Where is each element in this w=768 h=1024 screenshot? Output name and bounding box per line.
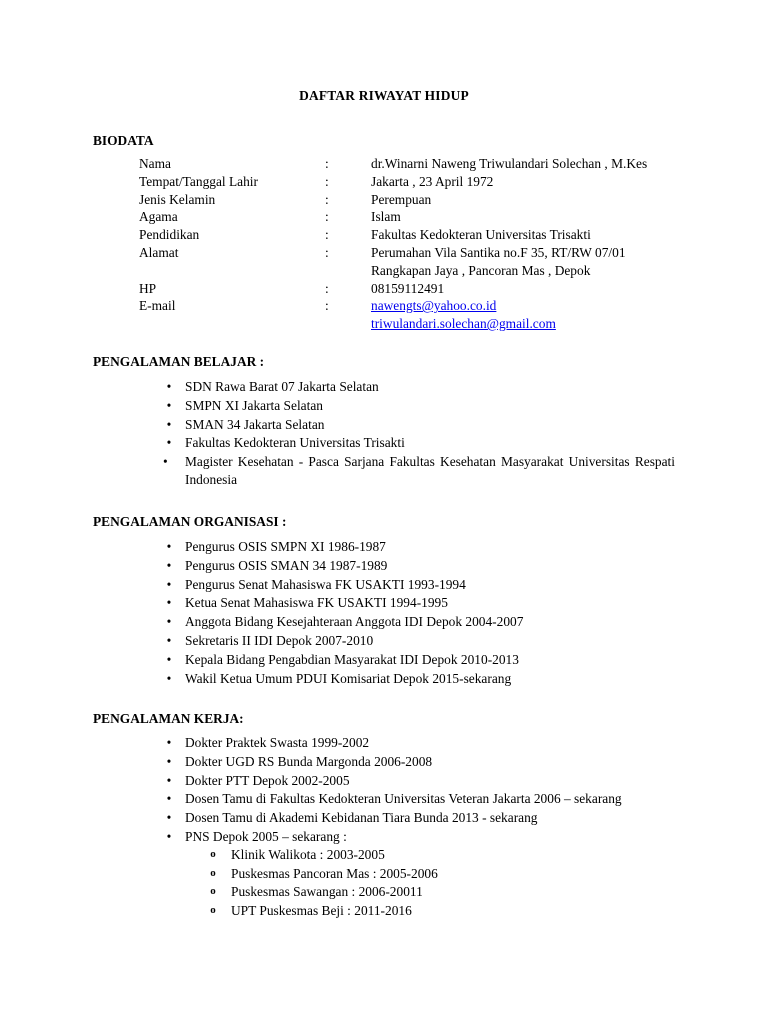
biodata-row-alamat	[139, 244, 699, 280]
biodata-label: Pendidikan	[139, 227, 200, 243]
biodata-row-jenis-kelamin	[139, 191, 699, 209]
list-item-text: Kepala Bidang Pengabdian Masyarakat IDI Depok 2010-2013	[185, 651, 519, 667]
bullet-icon: •	[166, 670, 172, 686]
sub-list-item	[185, 883, 675, 901]
sub-list-item-text: Puskesmas Sawangan : 2006-20011	[231, 884, 423, 900]
list-item-text: Dosen Tamu di Fakultas Kedokteran Universitas Veteran Jakarta 2006 – sekarang	[185, 791, 622, 807]
biodata-row-email	[139, 297, 699, 333]
bullet-icon: •	[166, 595, 172, 611]
biodata-colon: :	[325, 244, 329, 260]
biodata-colon: :	[325, 280, 329, 296]
biodata-value: Fakultas Kedokteran Universitas Trisakti	[371, 227, 591, 243]
biodata-heading: BIODATA	[93, 133, 154, 148]
biodata-label: Agama	[139, 209, 178, 225]
sub-list-item-text: Puskesmas Pancoran Mas : 2005-2006	[231, 865, 438, 881]
biodata-colon: :	[325, 298, 329, 314]
list-item-text: Wakil Ketua Umum PDUI Komisariat Depok 2015-sekarang	[185, 670, 512, 686]
list-item-text: SMAN 34 Jakarta Selatan	[185, 416, 325, 432]
biodata-colon: :	[325, 209, 329, 225]
bullet-icon: •	[166, 416, 172, 432]
list-item-text: Fakultas Kedokteran Universitas Trisakti	[185, 435, 405, 451]
kerja-list	[163, 734, 675, 921]
biodata-colon: :	[325, 173, 329, 189]
biodata-row-hp	[139, 280, 699, 298]
circle-bullet-icon: o	[210, 904, 216, 917]
biodata-label: Nama	[139, 156, 171, 171]
list-item-text: Pengurus Senat Mahasiswa FK USAKTI 1993-1994	[185, 576, 466, 592]
biodata-label: Alamat	[139, 244, 179, 260]
bullet-icon: •	[166, 828, 172, 844]
email-link-gmail[interactable]: triwulandari.solechan@gmail.com	[371, 316, 556, 332]
list-item	[163, 670, 675, 688]
bullet-icon: •	[166, 576, 172, 592]
circle-bullet-icon: o	[210, 885, 216, 898]
list-item	[163, 576, 675, 594]
list-item-text: Pengurus OSIS SMPN XI 1986-1987	[185, 539, 386, 554]
list-item	[163, 632, 675, 650]
biodata-colon: :	[325, 227, 329, 243]
biodata-value: Islam	[371, 209, 401, 225]
bullet-icon: •	[166, 379, 172, 394]
bullet-icon: •	[166, 557, 172, 573]
biodata-value: 08159112491	[371, 280, 445, 296]
biodata-value-address	[371, 244, 699, 280]
list-item-text: Magister Kesehatan - Pasca Sarjana Fakultas Kesehatan Masyarakat Universitas Respati Indonesia	[185, 454, 675, 487]
bullet-icon: •	[166, 632, 172, 648]
email-link-yahoo[interactable]: nawengts@yahoo.co.id	[371, 298, 497, 314]
biodata-label: Tempat/Tanggal Lahir	[139, 173, 258, 189]
list-item	[163, 453, 675, 489]
list-item-text: Dosen Tamu di Akademi Kebidanan Tiara Bunda 2013 - sekarang	[185, 810, 538, 826]
list-item	[163, 594, 675, 612]
circle-bullet-icon: o	[210, 847, 216, 860]
belajar-heading: PENGALAMAN BELAJAR :	[93, 354, 265, 369]
address-line-2: Rangkapan Jaya , Pancoran Mas , Depok	[371, 262, 591, 278]
organisasi-list	[163, 538, 675, 688]
biodata-row-pendidikan	[139, 226, 699, 244]
list-item	[163, 434, 675, 452]
list-item	[163, 734, 675, 752]
list-item-text: SDN Rawa Barat 07 Jakarta Selatan	[185, 379, 379, 394]
bullet-icon: •	[166, 753, 172, 769]
sub-list-item	[185, 865, 675, 883]
list-item	[163, 538, 675, 556]
belajar-list	[163, 378, 675, 490]
bullet-icon: •	[166, 614, 172, 630]
list-item	[163, 651, 675, 669]
list-item-text: Sekretaris II IDI Depok 2007-2010	[185, 632, 374, 648]
circle-bullet-icon: o	[210, 866, 216, 879]
biodata-row-agama	[139, 208, 699, 226]
biodata-colon: :	[325, 156, 329, 171]
biodata-value: Jakarta , 23 April 1972	[371, 173, 494, 189]
list-item	[163, 790, 675, 808]
list-item-text: PNS Depok 2005 – sekarang :	[185, 828, 347, 844]
biodata-colon: :	[325, 191, 329, 207]
list-item-text: Dokter Praktek Swasta 1999-2002	[185, 735, 370, 750]
list-item	[163, 416, 675, 434]
organisasi-heading: PENGALAMAN ORGANISASI :	[93, 514, 287, 529]
bullet-icon: •	[166, 735, 172, 750]
list-item	[163, 613, 675, 631]
list-item-text: Pengurus OSIS SMAN 34 1987-1989	[185, 557, 388, 573]
list-item	[163, 378, 675, 396]
list-item	[163, 772, 675, 790]
biodata-row-nama	[139, 155, 699, 173]
sub-list-item-text: Klinik Walikota : 2003-2005	[231, 846, 385, 862]
sub-list-item	[185, 846, 675, 864]
page-title: DAFTAR RIWAYAT HIDUP	[299, 88, 469, 103]
bullet-icon: •	[166, 435, 172, 451]
bullet-icon: •	[166, 810, 172, 826]
bullet-icon: •	[166, 397, 172, 413]
list-item-text: Ketua Senat Mahasiswa FK USAKTI 1994-1995	[185, 595, 448, 611]
pns-sub-list	[185, 846, 675, 920]
list-item	[163, 753, 675, 771]
biodata-value: dr.Winarni Naweng Triwulandari Solechan , M.Kes	[371, 156, 648, 171]
list-item	[163, 828, 675, 920]
list-item-text: Dokter UGD RS Bunda Margonda 2006-2008	[185, 753, 433, 769]
bullet-icon: •	[166, 539, 172, 554]
biodata-value: Perempuan	[371, 191, 432, 207]
list-item-text: Anggota Bidang Kesejahteraan Anggota IDI Depok 2004-2007	[185, 614, 524, 630]
list-item-text: SMPN XI Jakarta Selatan	[185, 397, 323, 413]
biodata-value-emails	[371, 297, 699, 333]
bullet-icon: •	[166, 772, 172, 788]
bullet-icon: •	[166, 651, 172, 667]
sub-list-item	[185, 902, 675, 920]
sub-list-item-text: UPT Puskesmas Beji : 2011-2016	[231, 903, 412, 919]
kerja-heading: PENGALAMAN KERJA:	[93, 711, 244, 726]
address-line-1: Perumahan Vila Santika no.F 35, RT/RW 07/01	[371, 244, 626, 260]
list-item-text: Dokter PTT Depok 2002-2005	[185, 772, 350, 788]
list-item	[163, 557, 675, 575]
biodata-row-ttl	[139, 173, 699, 191]
list-item	[163, 397, 675, 415]
bullet-icon: •	[163, 454, 168, 470]
bullet-icon: •	[166, 791, 172, 807]
biodata-label: Jenis Kelamin	[139, 191, 216, 207]
biodata-label: HP	[139, 280, 157, 296]
list-item	[163, 809, 675, 827]
biodata-table	[139, 155, 699, 333]
biodata-label: E-mail	[139, 298, 176, 314]
